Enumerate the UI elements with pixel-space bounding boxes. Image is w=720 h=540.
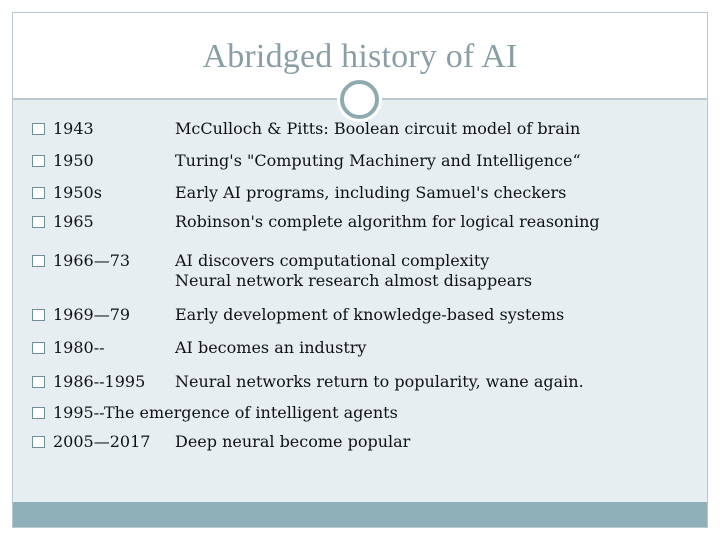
timeline-description: Neural networks return to popularity, wane again. (175, 372, 584, 391)
circle-ornament-icon (340, 80, 379, 119)
square-bullet-icon (32, 123, 45, 135)
square-bullet-icon (32, 376, 45, 388)
square-bullet-icon (32, 216, 45, 228)
square-bullet-icon (32, 407, 45, 419)
timeline-year: 1950 (53, 151, 94, 170)
footer-bar (13, 502, 707, 527)
square-bullet-icon (32, 187, 45, 199)
square-bullet-icon (32, 309, 45, 321)
square-bullet-icon (32, 255, 45, 267)
timeline-description: AI discovers computational complexity (175, 251, 490, 270)
square-bullet-icon (32, 436, 45, 448)
timeline-description: Robinson's complete algorithm for logical reasoning (175, 212, 600, 231)
timeline-description: Neural network research almost disappears (175, 271, 533, 290)
timeline-description: Early development of knowledge-based systems (175, 305, 565, 324)
timeline-description: AI becomes an industry (175, 338, 367, 357)
square-bullet-icon (32, 342, 45, 354)
square-bullet-icon (32, 155, 45, 167)
slide-title: Abridged history of AI (202, 38, 518, 75)
timeline-description: Deep neural become popular (175, 432, 411, 451)
timeline-year: 1965 (53, 212, 94, 231)
timeline-year: 1980-- (53, 338, 105, 357)
timeline-text: 1995--The emergence of intelligent agents (53, 403, 398, 422)
timeline-description: Turing's "Computing Machinery and Intelligence“ (175, 151, 581, 170)
timeline-year: 1950s (53, 183, 102, 202)
timeline-year: 1943 (53, 119, 94, 138)
timeline-year: 1969—79 (53, 305, 131, 324)
timeline-description: McCulloch & Pitts: Boolean circuit model of brain (175, 119, 581, 138)
timeline-description: Early AI programs, including Samuel's checkers (175, 183, 567, 202)
timeline-year: 1966—73 (53, 251, 131, 270)
timeline-year: 2005—2017 (53, 432, 151, 451)
timeline-year: 1986--1995 (53, 372, 146, 391)
